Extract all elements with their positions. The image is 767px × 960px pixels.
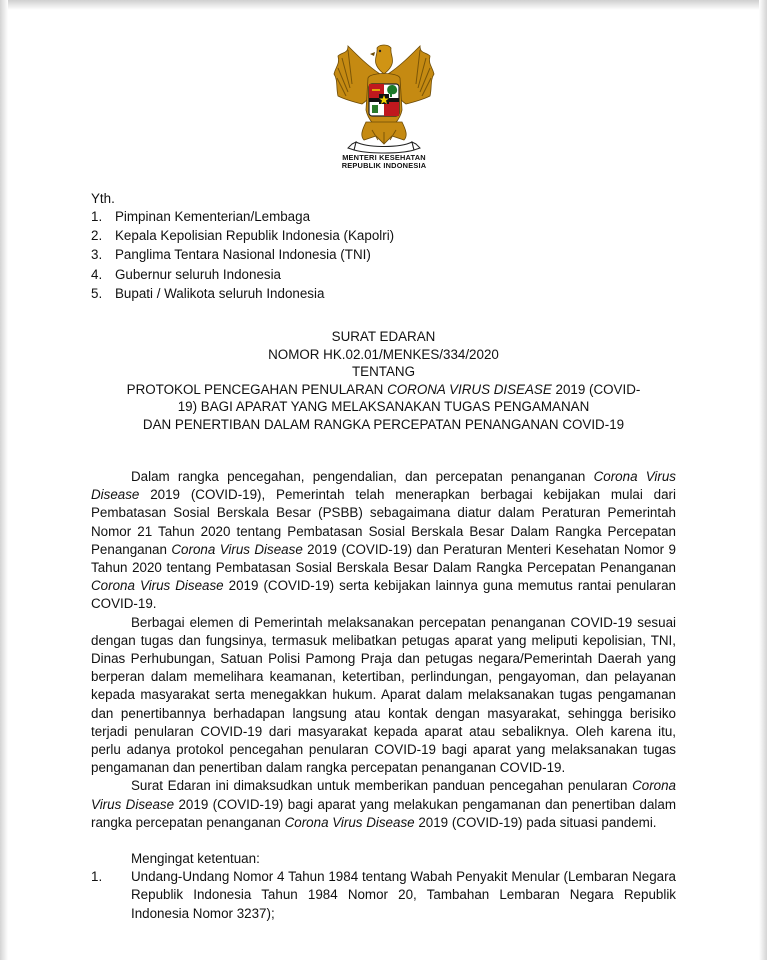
page-shadow-top	[0, 0, 767, 10]
page-shadow-left	[0, 0, 8, 960]
paragraph-1: Dalam rangka pencegahan, pengendalian, dan percepatan penanganan Corona Virus Disease 2019 (COVID-19), Pemerintah telah menerapkan berbagai kebijakan mulai dari Pembatasan Sosial Berskala Besar (PSBB) sebagaimana diatur dalam Peraturan Pemerintah Nomor 21 Tahun 2020 tentang Pembatasan Sosial Berskala Besar Dalam Rangka Percepatan Penanganan Corona Virus Disease 2019 (COVID-19) dan Peraturan Menteri Kesehatan Nomor 9 Tahun 2020 tentang Pembatasan Sosial Berskala Besar Dalam Rangka Percepatan Penanganan Corona Virus Disease 2019 (COVID-19) serta kebijakan lainnya guna memutus rantai penularan COVID-19.	[91, 469, 676, 612]
ketentuan-number: 1.	[91, 869, 103, 885]
heading-number: NOMOR HK.02.01/MENKES/334/2020	[268, 346, 499, 362]
heading-tentang: TENTANG	[352, 364, 415, 380]
list-text: Pimpinan Kementerian/Lembaga	[115, 209, 311, 224]
heading-subject-line-2: 19) BAGI APARAT YANG MELAKSANAKAN TUGAS PENGAMANAN	[177, 399, 590, 415]
document-heading	[90, 328, 677, 434]
list-number: 2.	[91, 228, 103, 244]
list-item	[91, 265, 394, 284]
list-item	[91, 245, 394, 264]
list-number: 3.	[91, 247, 103, 263]
list-text: Gubernur seluruh Indonesia	[115, 266, 282, 282]
ketentuan-text: Undang-Undang Nomor 4 Tahun 1984 tentang Wabah Penyakit Menular (Lembaran Negara Republik Indonesia Tahun 1984 Nomor 20, Tambahan Lembaran Negara Republik Indonesia Nomor 3237);	[131, 869, 676, 921]
salutation: Yth.	[91, 191, 115, 206]
heading-subject-line-1: PROTOKOL PENCEGAHAN PENULARAN CORONA VIRUS DISEASE 2019 (COVID-	[126, 381, 641, 397]
list-text: Bupati / Walikota seluruh Indonesia	[115, 285, 325, 301]
list-item	[91, 284, 394, 303]
list-text: Panglima Tentara Nasional Indonesia (TNI)	[115, 247, 371, 263]
addressee-list	[91, 207, 394, 303]
document-body	[91, 468, 676, 923]
list-number: 5.	[91, 285, 103, 301]
garuda-emblem-icon	[328, 44, 440, 154]
list-number: 1.	[91, 209, 103, 224]
ketentuan-item	[91, 868, 676, 923]
issuer-line-2: REPUBLIK INDONESIA	[341, 160, 427, 170]
list-text: Kepala Kepolisian Republik Indonesia (Kapolri)	[115, 228, 395, 244]
paragraph-2: Berbagai elemen di Pemerintah melaksanakan percepatan penanganan COVID-19 sesuai dengan tugas dan fungsinya, termasuk melibatkan petugas aparat yang meliputi kepolisian, TNI, Dinas Perhubungan, Satuan Polisi Pamong Praja dan petugas negara/Pemerintah Daerah yang berperan dalam memelihara keamanan, ketertiban, perlindungan, pengayoman, dan pelayanan kepada masyarakat serta menegakkan hukum. Aparat dalam melaksanakan tugas pengamanan dan penertibannya berhadapan langsung atau kontak dengan masyarakat, sehingga berisiko terjadi penularan COVID-19 dari masyarakat kepada aparat atau sebaliknya. Oleh karena itu, perlu adanya protokol pencegahan penularan COVID-19 bagi aparat yang melaksanakan tugas pengamanan dan penertiban dalam rangka percepatan penanganan COVID-19.	[91, 614, 676, 776]
page-shadow-right	[759, 0, 767, 960]
paragraph-3: Surat Edaran ini dimaksudkan untuk memberikan panduan pencegahan penularan Corona Virus Disease 2019 (COVID-19) bagi aparat yang melakukan pengamanan dan penertiban dalam rangka percepatan penanganan Corona Virus Disease 2019 (COVID-19) pada situasi pandemi.	[91, 778, 676, 830]
mengingat-label: Mengingat ketentuan:	[131, 851, 260, 867]
issuer-line-1: MENTERI KESEHATAN	[342, 153, 426, 162]
heading-type: SURAT EDARAN	[331, 329, 436, 344]
list-item	[91, 226, 394, 245]
heading-subject-line-3: DAN PENERTIBAN DALAM RANGKA PERCEPATAN PENANGANAN COVID-19	[142, 416, 625, 432]
list-number: 4.	[91, 266, 103, 282]
list-item	[91, 207, 394, 226]
issuer-name	[318, 154, 450, 169]
